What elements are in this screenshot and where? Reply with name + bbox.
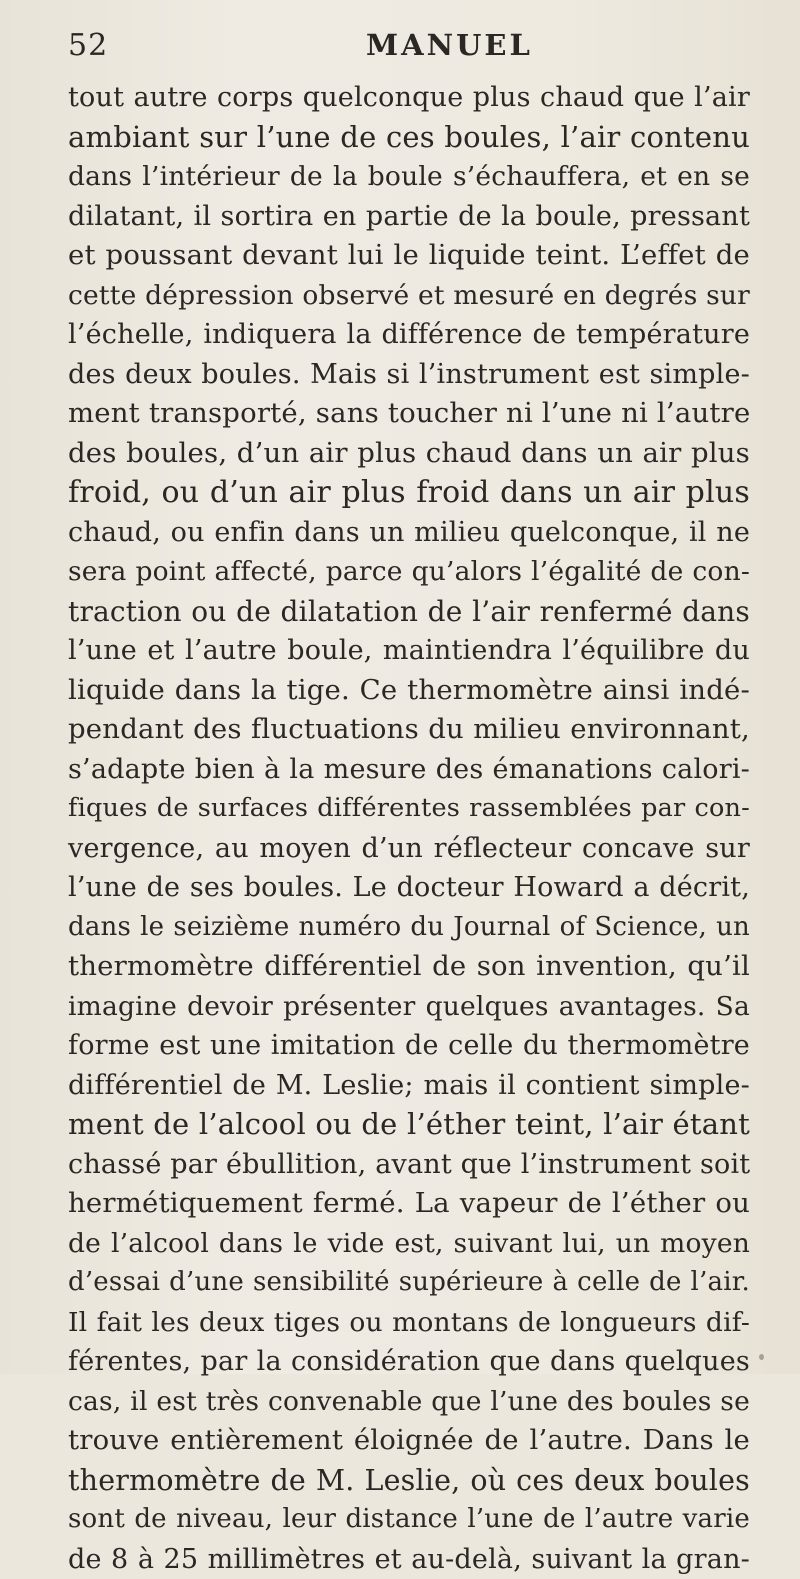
text-line: d’essai d’une sensibilité supérieure à celle de l’air. bbox=[68, 1263, 750, 1303]
running-title: MANUEL bbox=[366, 28, 533, 62]
paper-speck bbox=[759, 1354, 764, 1360]
text-line: chassé par ébullition, avant que l’instrument soit bbox=[68, 1145, 750, 1185]
text-line: thermomètre de M. Leslie, où ces deux boules bbox=[68, 1461, 750, 1501]
text-line: fiques de surfaces différentes rassemblées par con- bbox=[68, 789, 750, 829]
text-line: chaud, ou enfin dans un milieu quelconque, il ne bbox=[68, 513, 750, 553]
text-line: froid, ou d’un air plus froid dans un air plus bbox=[68, 473, 750, 513]
page-number: 52 bbox=[68, 28, 108, 63]
text-line: dans le seizième numéro du Journal of Science, un bbox=[68, 908, 750, 948]
text-line: ment de l’alcool ou de l’éther teint, l’air étant bbox=[68, 1105, 750, 1145]
text-line: imagine devoir présenter quelques avantages. Sa bbox=[68, 987, 750, 1027]
text-line: cas, il est très convenable que l’une des boules se bbox=[68, 1382, 750, 1422]
text-line: dilatant, il sortira en partie de la boule, pressant bbox=[68, 197, 750, 237]
text-line: hermétiquement fermé. La vapeur de l’éther ou bbox=[68, 1184, 750, 1224]
text-line: traction ou de dilatation de l’air renfermé dans bbox=[68, 592, 750, 632]
running-head bbox=[68, 28, 740, 68]
text-line: ambiant sur l’une de ces boules, l’air contenu bbox=[68, 118, 750, 158]
text-line: et poussant devant lui le liquide teint. L’effet de bbox=[68, 236, 750, 276]
text-line: s’adapte bien à la mesure des émanations calori- bbox=[68, 750, 750, 790]
text-line: l’une et l’autre boule, maintiendra l’équilibre du bbox=[68, 631, 750, 671]
text-line: sera point affecté, parce qu’alors l’égalité de con- bbox=[68, 552, 750, 592]
text-line: liquide dans la tige. Ce thermomètre ainsi indé- bbox=[68, 671, 750, 711]
text-line: forme est une imitation de celle du thermomètre bbox=[68, 1026, 750, 1066]
text-line: dans l’intérieur de la boule s’échauffera, et en se bbox=[68, 157, 750, 197]
text-line: l’échelle, indiquera la différence de température bbox=[68, 315, 750, 355]
text-line: férentes, par la considération que dans quelques bbox=[68, 1342, 750, 1382]
text-line: thermomètre différentiel de son invention, qu’il bbox=[68, 947, 750, 987]
text-line: trouve entièrement éloignée de l’autre. Dans le bbox=[68, 1421, 750, 1461]
text-line: des boules, d’un air plus chaud dans un air plus bbox=[68, 434, 750, 474]
text-line: des deux boules. Mais si l’instrument est simple- bbox=[68, 355, 750, 395]
text-line: vergence, au moyen d’un réflecteur concave sur bbox=[68, 829, 750, 869]
text-line: sont de niveau, leur distance l’une de l’autre varie bbox=[68, 1500, 750, 1540]
text-line: cette dépression observé et mesuré en degrés sur bbox=[68, 276, 750, 316]
body-text bbox=[68, 78, 750, 1579]
text-line: de 8 à 25 millimètres et au-delà, suivant la gran- bbox=[68, 1540, 750, 1579]
text-line: Il fait les deux tiges ou montans de longueurs dif- bbox=[68, 1303, 750, 1343]
text-line: de l’alcool dans le vide est, suivant lui, un moyen bbox=[68, 1224, 750, 1264]
text-line: tout autre corps quelconque plus chaud que l’air bbox=[68, 78, 750, 118]
text-line: différentiel de M. Leslie; mais il contient simple- bbox=[68, 1066, 750, 1106]
text-line: l’une de ses boules. Le docteur Howard a décrit, bbox=[68, 868, 750, 908]
text-line: ment transporté, sans toucher ni l’une ni l’autre bbox=[68, 394, 750, 434]
text-line: pendant des fluctuations du milieu environnant, bbox=[68, 710, 750, 750]
